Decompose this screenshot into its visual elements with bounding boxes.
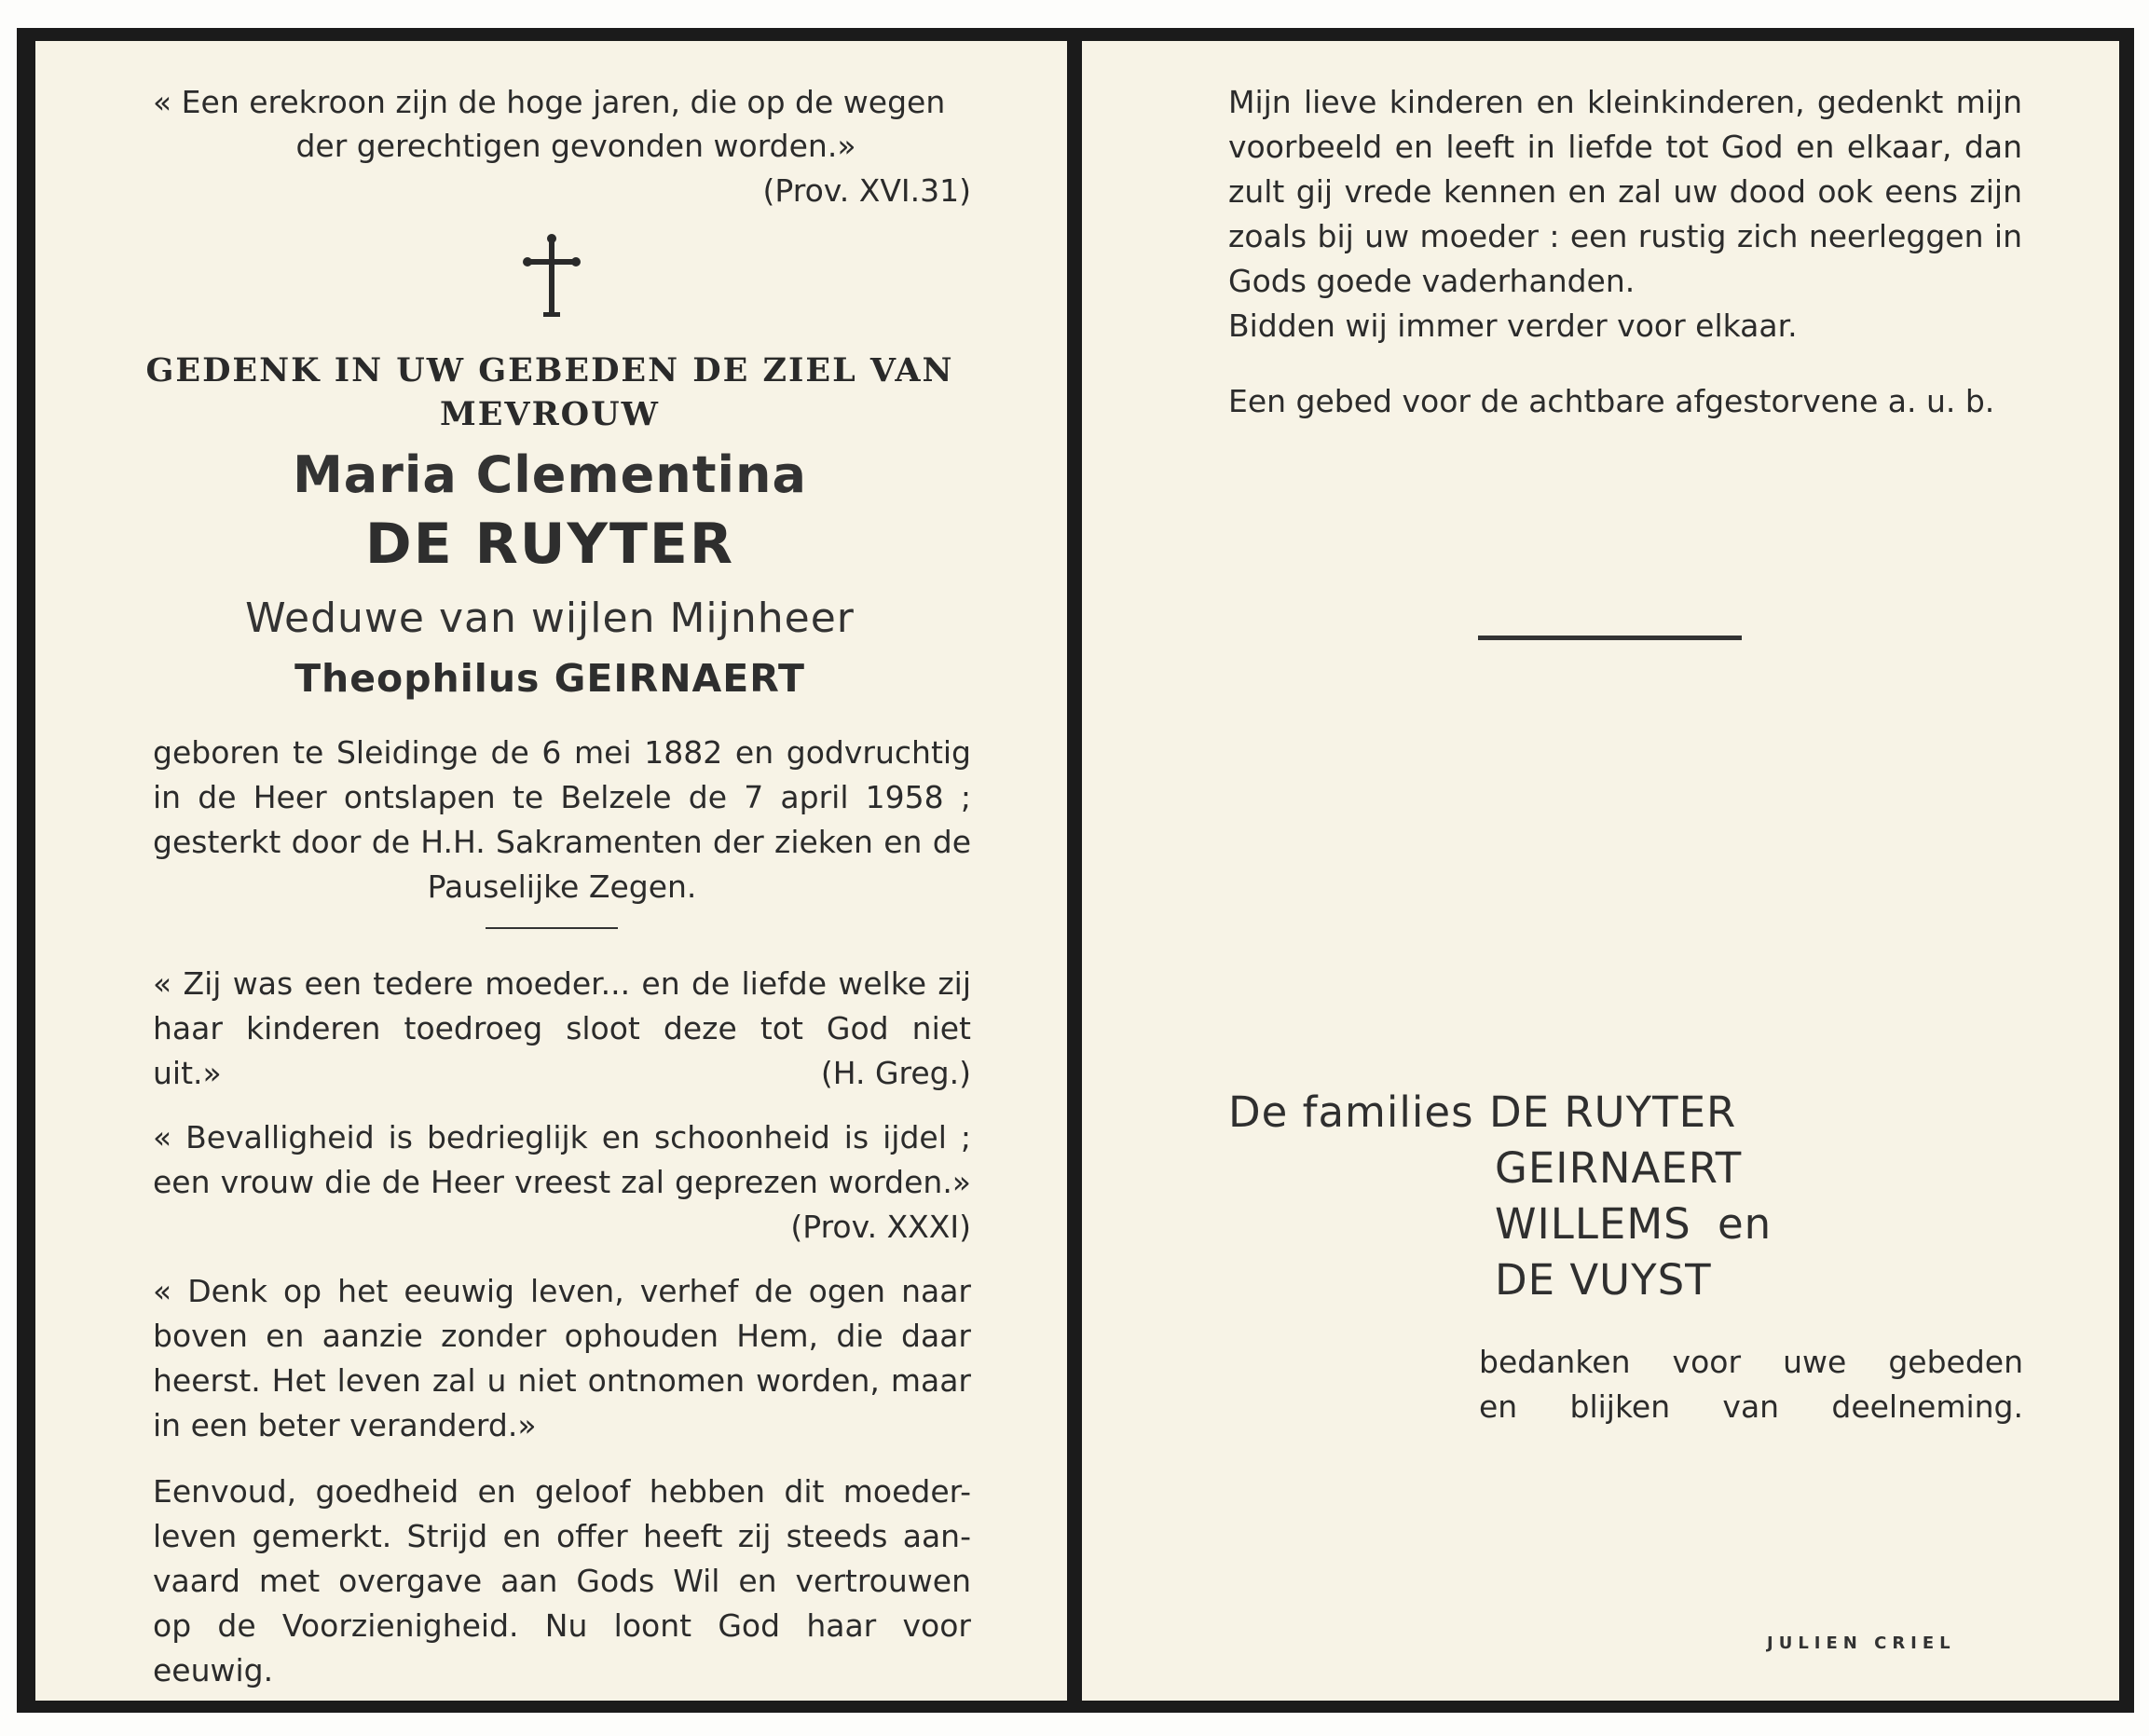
family-geirnaert: GEIRNAERT [1495,1143,1743,1193]
right-page [1082,41,2119,1701]
left-page [35,41,1067,1701]
family-de-ruyter: DE RUYTER [1489,1087,1737,1137]
quote2-source: (H. Greg.) [820,1055,971,1091]
quote3-source: (Prov. XXXI) [790,1209,971,1245]
closing-line5: eeuwig. [153,1652,274,1688]
quote1-source: (Prov. XVI.31) [762,172,971,209]
bio-line2: in de Heer ontslapen te Belzele de 7 april 1958 ; [153,779,971,815]
heading-line2: MEVROUW [440,395,660,433]
heading-line1: GEDENK IN UW GEBEDEN DE ZIEL VAN [145,351,954,390]
families-and: en [1718,1199,1773,1249]
printer-name: JULIEN CRIEL [1767,1633,1956,1653]
divider [1478,636,1742,640]
families-label: De families [1228,1087,1474,1137]
quote1-line2: der gerechtigen gevonden worden.» [295,128,856,164]
family-de-vuyst: DE VUYST [1495,1255,1712,1305]
quote4-line4: in een beter veranderd.» [153,1407,537,1443]
message-line3: zult gij vrede kennen en zal uw dood ook eens zijn [1228,173,2022,210]
bio-line3: gesterkt door de H.H. Sakramenten der zieken en de [153,824,971,860]
quote4-line1: « Denk op het eeuwig leven, verhef de ogen naar [153,1273,971,1309]
memorial-card [17,28,2134,1713]
cross-icon [523,234,581,318]
quote2-line3: uit.» [153,1055,222,1091]
surname: DE RUYTER [364,512,735,577]
quote1-line1: « Een erekroon zijn de hoge jaren, die op de wegen [153,84,946,120]
divider [486,927,618,929]
closing-line4: op de Voorzienigheid. Nu loont God haar voor [153,1607,971,1644]
thanks-line1: bedanken voor uwe gebeden [1479,1344,2023,1380]
quote2-line2: haar kinderen toedroeg sloot deze tot God niet [153,1010,971,1046]
widow-of: Weduwe van wijlen Mijnheer [245,595,855,642]
closing-line1: Eenvoud, goedheid en geloof hebben dit moeder- [153,1473,971,1510]
bio-line4: Pauselijke Zegen. [427,868,697,905]
thanks-line2: en blijken van deelneming. [1479,1388,2023,1425]
first-names: Maria Clementina [293,445,807,504]
message-line1: Mijn lieve kinderen en kleinkinderen, gedenkt mijn [1228,84,2022,120]
message-line5: Gods goede vaderhanden. [1228,263,1636,299]
message-line4: zoals bij uw moeder : een rustig zich neerleggen in [1228,218,2022,254]
bio-line1: geboren te Sleidinge de 6 mei 1882 en godvruchtig [153,734,971,771]
closing-line3: vaard met overgave aan Gods Wil en vertrouwen [153,1563,971,1599]
quote2-line1: « Zij was een tedere moeder... en de liefde welke zij [153,965,971,1002]
quote3-line1: « Bevalligheid is bedrieglijk en schoonheid is ijdel ; [153,1119,971,1155]
quote4-line3: heerst. Het leven zal u niet ontnomen worden, maar [153,1362,971,1399]
quote3-line2: een vrouw die de Heer vreest zal geprezen worden.» [153,1164,971,1200]
husband-name: Theophilus GEIRNAERT [294,656,805,701]
quote4-line2: boven en aanzie zonder ophouden Hem, die daar [153,1318,971,1354]
closing-line2: leven gemerkt. Strijd en offer heeft zij steeds aan- [153,1518,971,1554]
message-line6: Bidden wij immer verder voor elkaar. [1228,308,1798,344]
message-line2: voorbeeld en leeft in liefde tot God en elkaar, dan [1228,129,2022,165]
family-willems: WILLEMS [1495,1199,1691,1249]
prayer-request: Een gebed voor de achtbare afgestorvene a. u. b. [1228,383,1995,419]
